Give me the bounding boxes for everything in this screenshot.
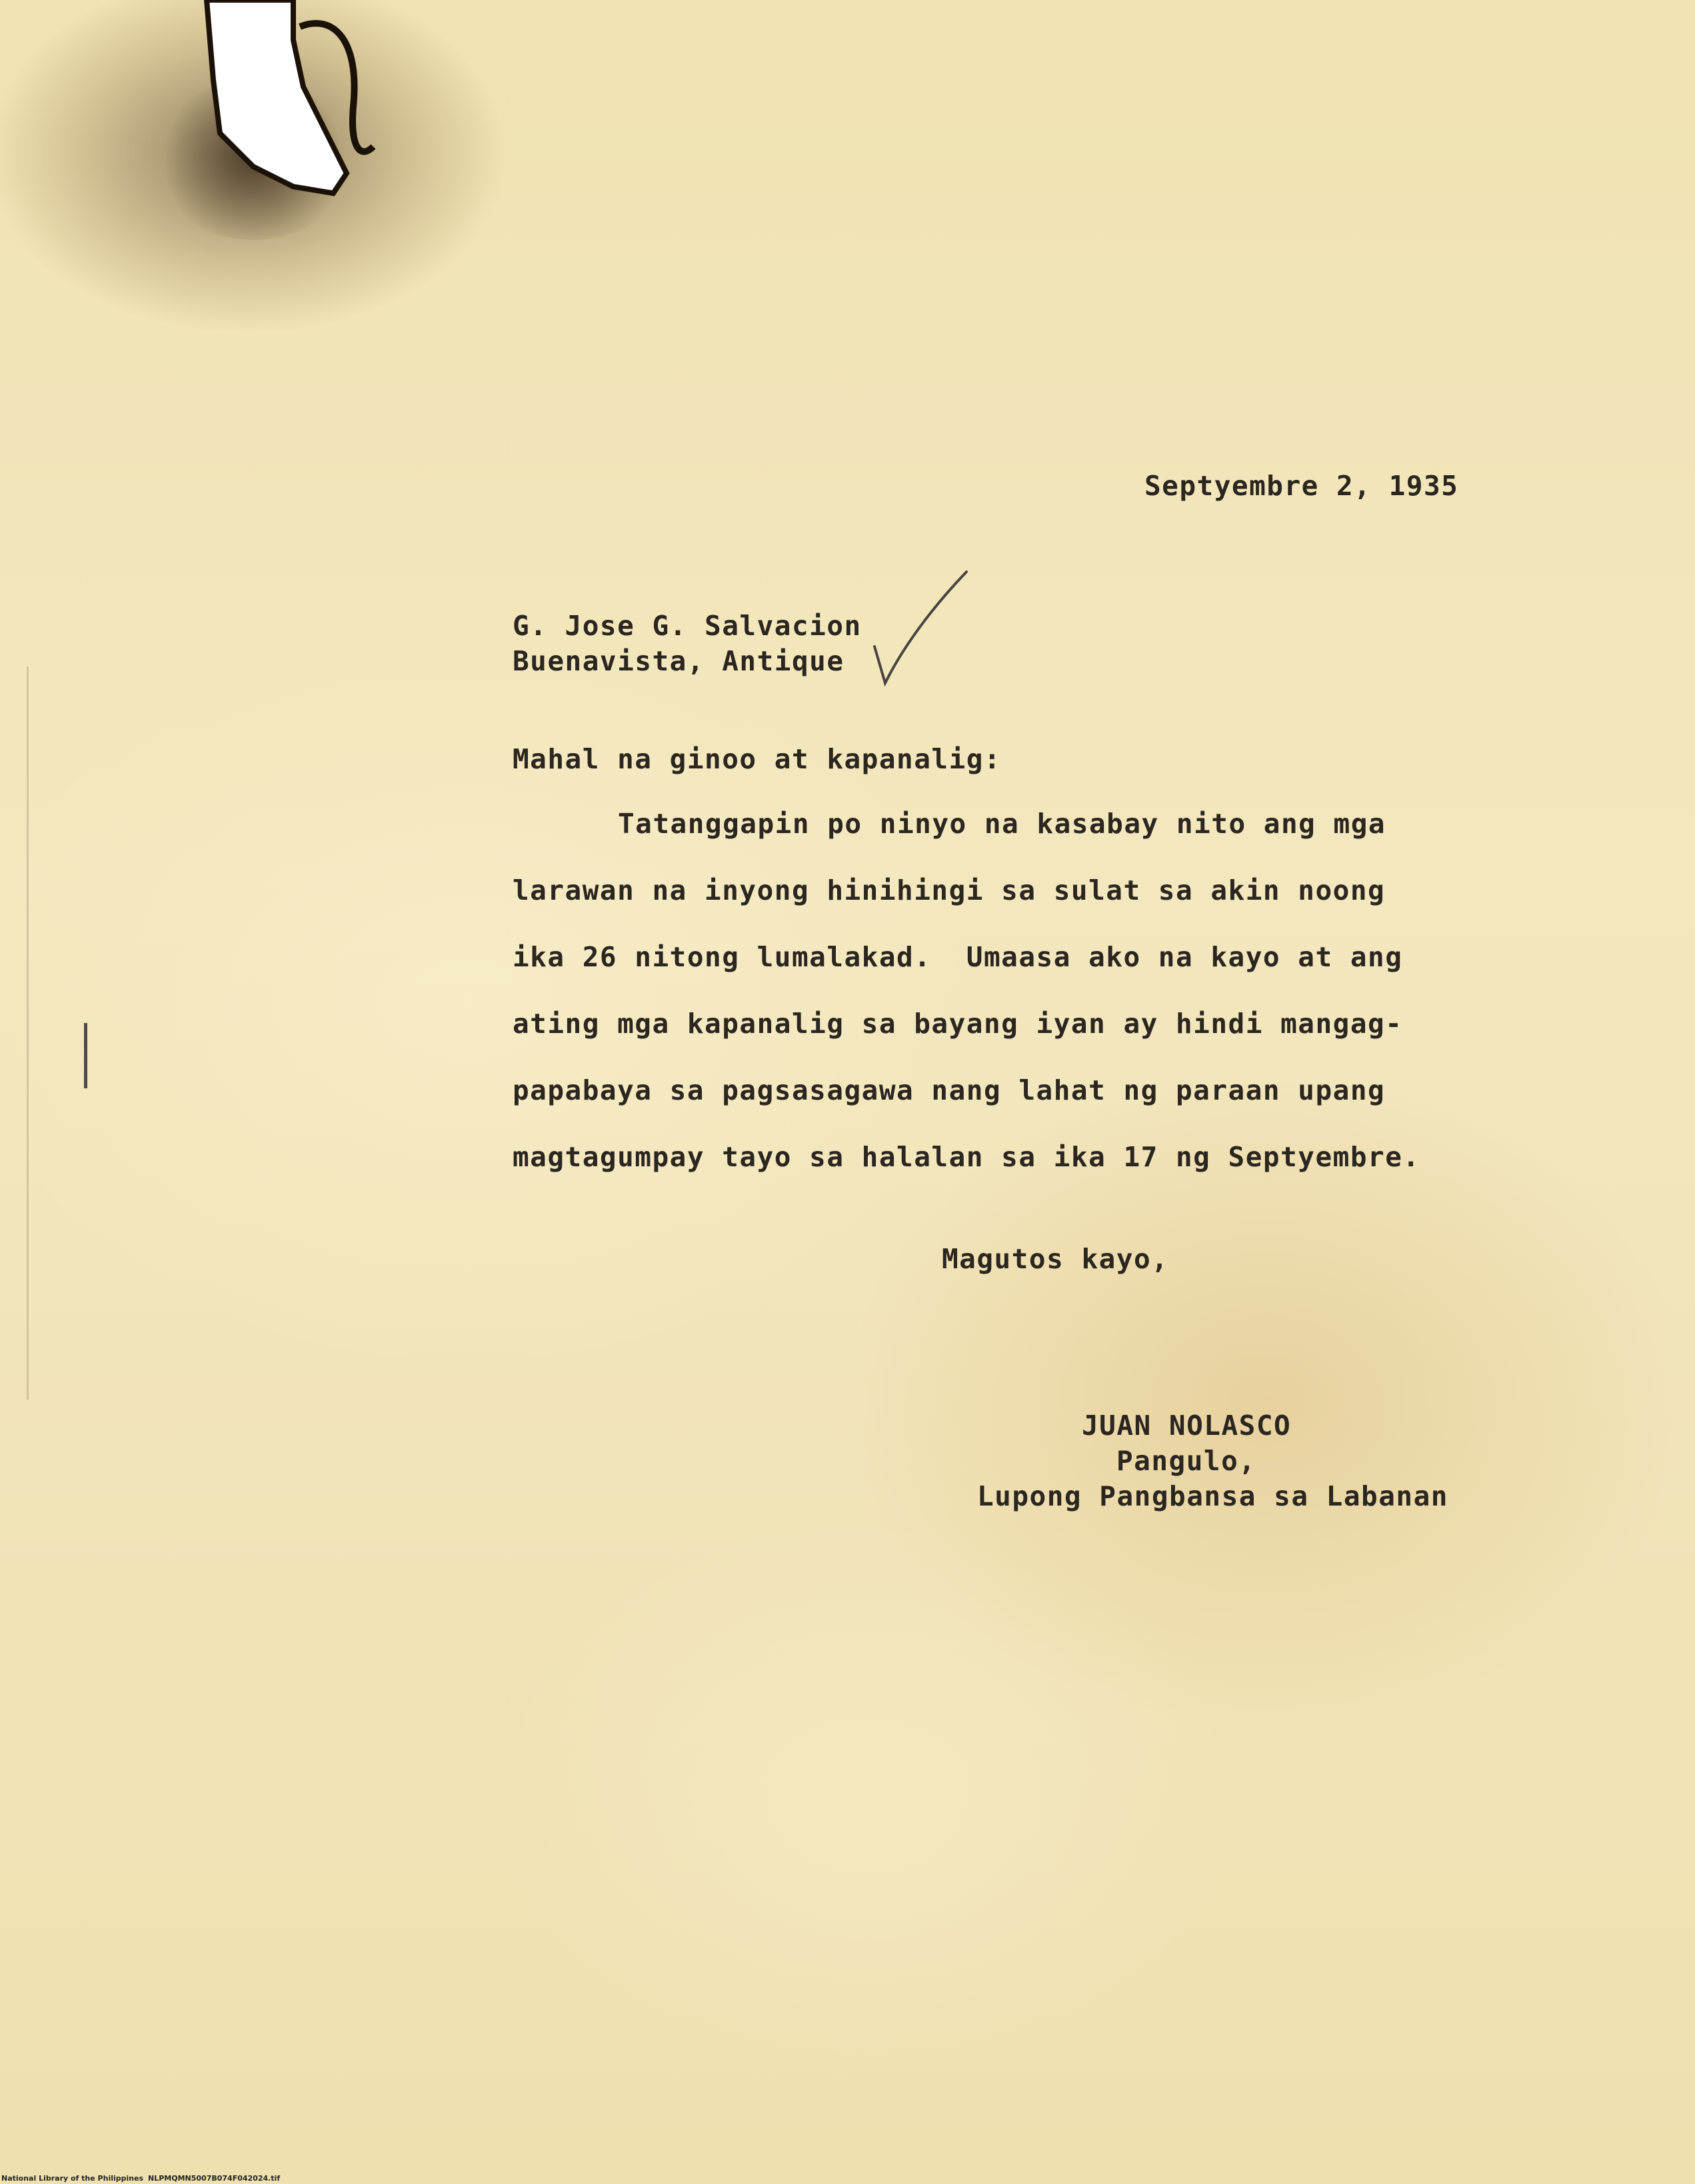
signatory-org: Lupong Pangbansa sa Labanan xyxy=(977,1480,1448,1512)
signatory-name: JUAN NOLASCO xyxy=(1082,1410,1292,1442)
check-mark-icon xyxy=(866,566,973,693)
body-line: ating mga kapanalig sa bayang iyan ay hindi mangag- xyxy=(513,1008,1403,1040)
closing: Magutos kayo, xyxy=(942,1243,1169,1275)
letter-date: Septyembre 2, 1935 xyxy=(1144,470,1459,502)
margin-mark xyxy=(84,1023,87,1088)
signatory-title: Pangulo, xyxy=(1116,1445,1256,1477)
recipient-name: G. Jose G. Salvacion xyxy=(513,610,862,642)
torn-hole xyxy=(193,0,393,220)
library-name: National Library of the Philippines xyxy=(1,2174,144,2183)
body-line: papabaya sa pagsasagawa nang lahat ng paraan upang xyxy=(513,1074,1386,1106)
body-line: larawan na inyong hinihingi sa sulat sa akin noong xyxy=(513,874,1386,906)
salutation: Mahal na ginoo at kapanalig: xyxy=(513,743,1002,775)
left-edge-shadow xyxy=(27,666,29,1400)
body-line: ika 26 nitong lumalakad. Umaasa ako na kayo at ang xyxy=(513,941,1403,973)
recipient-address: Buenavista, Antique xyxy=(513,645,845,677)
body-line: Tatanggapin po ninyo na kasabay nito ang mga xyxy=(618,808,1386,840)
file-name: NLPMQMN5007B074F042024.tif xyxy=(148,2174,281,2183)
body-line: magtagumpay tayo sa halalan sa ika 17 ng Septyembre. xyxy=(513,1141,1420,1173)
